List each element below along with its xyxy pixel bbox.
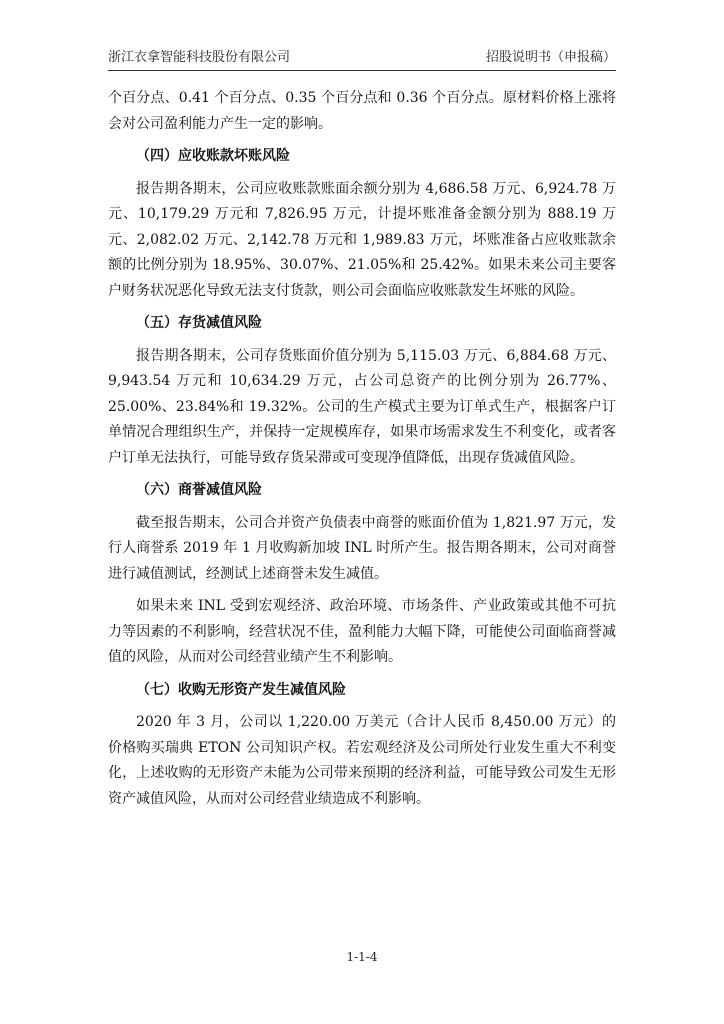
paragraph-intangible-asset-risk: 2020 年 3 月，公司以 1,220.00 万美元（合计人民币 8,450.00 万元）的价格购买瑞典 ETON 公司知识产权。若宏观经济及公司所处行业发生重大不利变化，上述收购的无形资产未能为公司带来预期的经济利益，可能导致公司发生无形资产减值风险，从而对公司经营业绩造成不利影响。	[108, 714, 616, 807]
page-number: 1-1-4	[346, 950, 378, 964]
paragraph-goodwill-risk-2: 如果未来 INL 受到宏观经济、政治环境、市场条件、产业政策或其他不可抗力等因素的不利影响，经营状况不佳，盈利能力大幅下降，可能使公司面临商誉减值的风险，从而对公司经营业绩产生不利影响。	[108, 598, 616, 665]
company-name: 浙江衣拿智能科技股份有限公司	[108, 50, 291, 65]
section-heading-goodwill-risk: （六）商誉减值风险	[136, 482, 262, 498]
section-heading-receivables-risk: （四）应收账款坏账风险	[136, 148, 290, 164]
page-header	[108, 50, 616, 71]
document-type: 招股说明书（申报稿）	[485, 50, 616, 65]
section-heading-inventory-risk: （五）存货减值风险	[136, 315, 262, 331]
paragraph-goodwill-risk-1: 截至报告期末，公司合并资产负债表中商誉的账面价值为 1,821.97 万元，发行人商誉系 2019 年 1 月收购新加坡 INL 时所产生。报告期各期末，公司对商誉进行减值测试，经测试上述商誉未发生减值。	[108, 514, 616, 582]
paragraph-continuation: 个百分点、0.41 个百分点、0.35 个百分点和 0.36 个百分点。原材料价格上涨将会对公司盈利能力产生一定的影响。	[108, 90, 616, 132]
paragraph-inventory-risk: 报告期各期末，公司存货账面价值分别为 5,115.03 万元、6,884.68 万元、9,943.54 万元和 10,634.29 万元，占公司总资产的比例分别为 26.77%、25.00%、23.84%和 19.32%。公司的生产模式主要为订单式生产，根据客户订单情况合理组织生产，并保持一定规模库存，如果市场需求发生不利变化，或者客户订单无法执行，可能导致存货呆滞或可变现净值降低，出现存货减值风险。	[108, 347, 616, 466]
document-body	[108, 86, 616, 819]
paragraph-receivables-risk: 报告期各期末，公司应收账款账面余额分别为 4,686.58 万元、6,924.78 万元、10,179.29 万元和 7,826.95 万元，计提坏账准备金额分别为 888.19 万元、2,082.02 万元、2,142.78 万元和 1,989.83 万元，坏账准备占应收账款余额的比例分别为 18.95%、30.07%、21.05%和 25.42%。如果未来公司主要客户财务状况恶化导致无法支付货款，则公司会面临应收账款发生坏账的风险。	[108, 180, 616, 299]
section-heading-intangible-asset-risk: （七）收购无形资产发生减值风险	[136, 681, 346, 698]
